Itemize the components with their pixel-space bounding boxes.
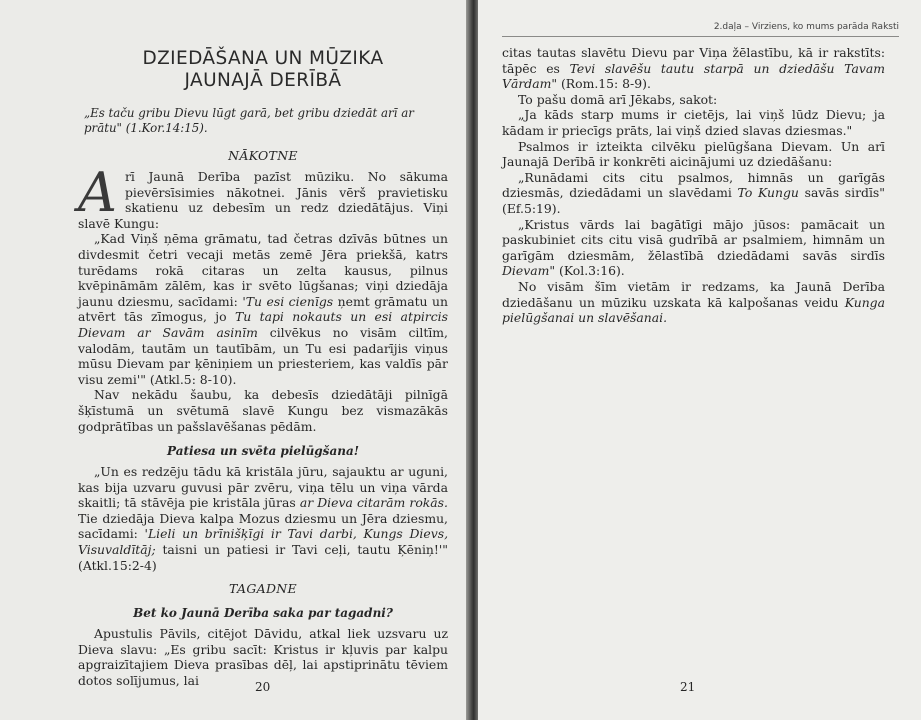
subheading-tagadne: Bet ko Jaunā Derība saka par tagadni?: [133, 606, 393, 621]
p2-start: „Kad Viņš ņēma grāmatu, tad četras dzīvās būtnes un divdesmit četri vecaji metās zemē Jēra priekšā, katrs turēdams rokā citaras un zelta kausus, pilnus kvēpināmām zālēm, kas ir svēto lūgšanas; viņi dziedāja jaunu dziesmu, sacīdami: ': [78, 231, 448, 309]
p2-italic-1: Tu esi cienīgs: [245, 293, 334, 309]
section-heading-tagadne: TAGADNE: [229, 581, 297, 597]
right-paragraph-3: „Ja kāds starp mums ir cietējs, lai viņš lūdz Dievu; ja kādam ir priecīgs prāts, lai viņš dzied slavas dziesmas.": [502, 107, 885, 138]
paragraph-5: Apustulis Pāvils, citējot Dāvidu, atkal liek uzsvaru uz Dieva slavu: „Es gribu sacīt: Kristus ir kļuvis par kalpu apgraizītajiem Dieva prasības dēļ, lai apstiprinātu tēviem dotos solījumus, lai: [78, 626, 448, 689]
rp6-start: „Kristus vārds lai bagātīgi mājo jūsos: pamācait un paskubiniet cits citu visā gudrībā ar psalmiem, himnām un garīgām dziesmām, žēlastībā dziedādami savās sirdīs: [502, 216, 885, 263]
p4-end: taisni un patiesi ir Tavi ceļi, tautu Ķēniņ!'" (Atkl.15:2-4): [78, 542, 448, 573]
rp6-end: " (Kol.3:16).: [549, 263, 625, 279]
rp5-italic: To Kungu: [737, 185, 799, 201]
paragraph-4: [78, 464, 448, 573]
epigraph: „Es taču gribu Dievu lūgt garā, bet gribu dziedāt arī ar prātu" (1.Kor.14:15).: [84, 106, 414, 135]
rp1-end: " (Rom.15: 8-9).: [551, 76, 651, 92]
rp7-start: No visām šīm vietām ir redzams, ka Jaunā Derība dziedāšanu un mūziku uzskata kā kalpošanas veidu: [502, 278, 885, 310]
p4-italic-1: ar Dieva citarām rokās.: [299, 495, 448, 511]
p2-end: cilvēkus no visām ciltīm, valodām, tautām un tautībām, un Tu esi padarījis viņus mūsu Dievam par ķēniņiem un priesteriem, kas valdīs pār visu zemi'" (Atkl.5: 8-10).: [78, 324, 448, 387]
chapter-title: [78, 48, 448, 92]
right-paragraph-4: Psalmos ir izteikta cilvēku pielūgšana Dievam. Un arī Jaunajā Derībā ir konkrēti aicinājumi uz dziedāšanu:: [502, 138, 885, 170]
p2-mid: ņemt grāmatu un atvērt tās zīmogus, jo: [78, 293, 449, 325]
rp5-start: „Runādami cits citu psalmos, himnās un garīgās dziesmās, dziedādami un slavēdami: [502, 169, 885, 201]
page-number-right: 21: [680, 680, 696, 694]
right-paragraph-6: [502, 217, 885, 279]
rp6-italic: Dievam: [502, 263, 550, 279]
p2-italic-2: Tu tapi nokauts un esi atpircis Dievam ar Savām asinīm: [78, 309, 448, 340]
rp5-end: savās sirdīs" (Ef.5:19).: [502, 185, 885, 216]
rp7-italic: Kunga pielūgšanai un slavēšanai.: [502, 294, 885, 326]
subheading-pielugsana: Patiesa un svēta pielūgšana!: [167, 444, 359, 459]
right-page: [478, 0, 921, 720]
right-paragraph-5: [502, 170, 885, 217]
paragraph-1-text: rī Jaunā Derība pazīst mūziku. No sākuma pievērsīsimies nākotnei. Jānis vērš pravietisku skatienu uz debesīm un redz dziedātājus. Viņi slavē Kungu:: [78, 169, 448, 231]
running-header: 2.daļa – Virziens, ko mums parāda Raksti: [713, 22, 899, 32]
right-paragraph-1: [502, 45, 885, 92]
paragraph-1: [78, 161, 448, 231]
section-heading-nakotne: NĀKOTNE: [228, 148, 298, 163]
p4-start: „Un es redzēju tādu kā kristāla jūru, sajauktu ar uguni, kas bija uzvaru guvusi pār zvēru, viņa tēlu un viņa vārda skaitli; tā stāvēja pie kristāla jūras: [78, 464, 448, 511]
header-rule: [502, 36, 899, 37]
p4-mid: Tie dziedāja Dieva kalpa Mozus dziesmu un Jēra dziesmu, sacīdami: ': [78, 510, 448, 542]
right-paragraph-2: To pašu domā arī Jēkabs, sakot:: [518, 91, 718, 107]
rp1-italic: Tevi slavēšu tautu starpā un dziedāšu Tavam Vārdam: [502, 60, 885, 92]
paragraph-2: [78, 231, 448, 387]
p4-italic-2: Lieli un brīnišķīgi ir Tavi darbi, Kungs Dievs, Visuvaldītāj;: [78, 526, 449, 558]
chapter-title-line1: DZIEDĀŠANA UN MŪZIKA: [142, 48, 384, 69]
chapter-title-line2: JAUNAJĀ DERĪBĀ: [184, 70, 342, 91]
rp1-start: citas tautas slavētu Dievu par Viņa žēlastību, kā ir rakstīts: tāpēc es: [502, 45, 885, 76]
paragraph-3: Nav nekādu šaubu, ka debesīs dziedātāji pilnīgā šķīstumā un svētumā slavē Kungu bez vismazākās godprātības un pašslavēšanas pēdām.: [78, 387, 448, 434]
right-paragraph-7: [502, 279, 885, 326]
page-number-left: 20: [255, 680, 271, 694]
drop-cap: A: [78, 161, 117, 224]
